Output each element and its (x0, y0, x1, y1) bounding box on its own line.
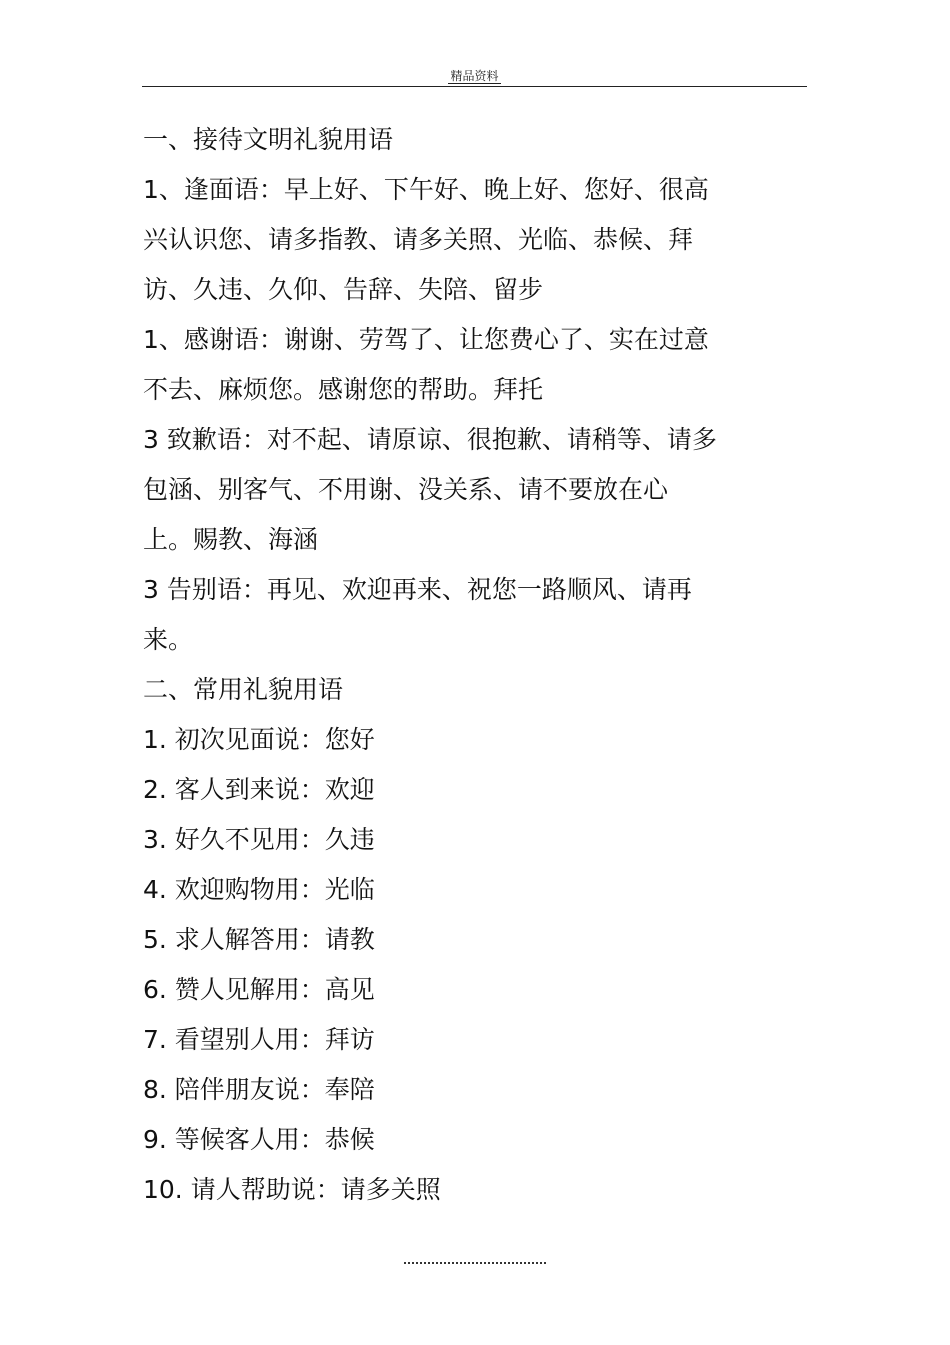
list-item: 10. 请人帮助说：请多关照 (143, 1175, 441, 1204)
list-item: 9. 等候客人用：恭候 (143, 1125, 375, 1154)
document-body (143, 115, 773, 1215)
header-title: 精品资料 (450, 69, 499, 83)
list-item: 5. 求人解答用：请教 (143, 925, 375, 954)
section-heading-reception: 一、接待文明礼貌用语 (143, 125, 394, 154)
text-line: 1、感谢语：谢谢、劳驾了、让您费心了、实在过意 (143, 325, 709, 354)
section-heading-common: 二、常用礼貌用语 (143, 675, 344, 704)
text-line: 访、久违、久仰、告辞、失陪、留步 (143, 275, 544, 304)
list-item: 7. 看望别人用：拜访 (143, 1025, 375, 1054)
text-line: 兴认识您、请多指教、请多关照、光临、恭候、拜 (143, 225, 694, 254)
list-item: 8. 陪伴朋友说：奉陪 (143, 1075, 375, 1104)
footer-divider (404, 1262, 546, 1264)
text-line: 3 告别语：再见、欢迎再来、祝您一路顺风、请再 (143, 575, 692, 604)
page-header (142, 62, 807, 87)
text-line: 来。 (143, 625, 194, 654)
text-line: 1、逢面语：早上好、下午好、晚上好、您好、很高 (143, 175, 709, 204)
list-item: 2. 客人到来说：欢迎 (143, 775, 375, 804)
text-line: 上。赐教、海涵 (143, 525, 319, 554)
text-line: 3 致歉语：对不起、请原谅、很抱歉、请稍等、请多 (143, 425, 717, 454)
list-item: 4. 欢迎购物用：光临 (143, 875, 375, 904)
list-item: 6. 赞人见解用：高见 (143, 975, 375, 1004)
list-item: 3. 好久不见用：久违 (143, 825, 375, 854)
list-item: 1. 初次见面说：您好 (143, 725, 375, 754)
text-line: 包涵、别客气、不用谢、没关系、请不要放在心 (143, 475, 669, 504)
text-line: 不去、麻烦您。感谢您的帮助。拜托 (143, 375, 544, 404)
